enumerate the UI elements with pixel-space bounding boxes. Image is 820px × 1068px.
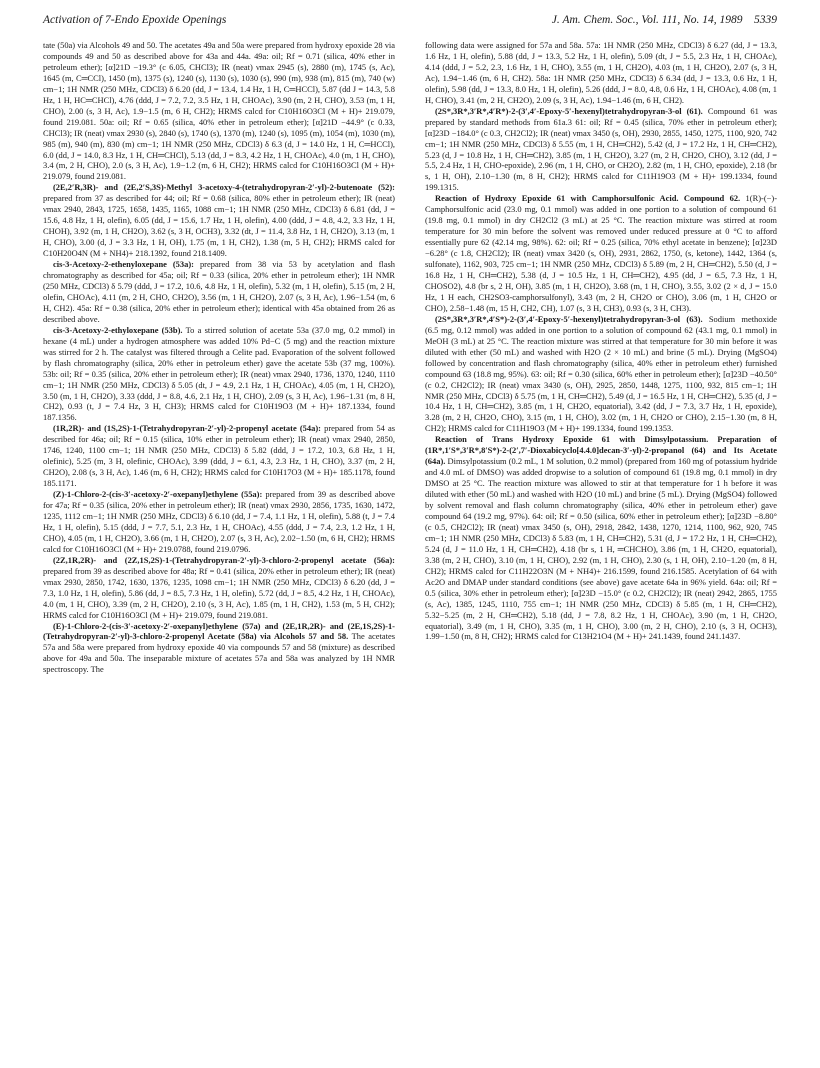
paragraph <box>425 193 777 313</box>
paragraph-heading: (Z)-1-Chloro-2-(cis-3′-acetoxy-2′-oxepanyl)ethylene (55a): <box>53 489 263 500</box>
paragraph-body: prepared from 39 as described above for 48a; Rf = 0.41 (silica, 20% ether in petroleum ether); IR (neat) νmax 2930, 2850, 1742, 1630, 1376, 1235, 1098 cm−1; 1H NMR (250 MHz, CDCl3) δ 6.20 (dd, J = 7.3, 1.0 Hz, 1 H, olefin), 5.86 (dd, J = 8.5, 7.3 Hz, 1 H, olefin), 5.72 (dd, J = 8.5, 4.2 Hz, 1 H, CHOAc), 4.0 (m, 1 H, CHO), 3.39 (m, 2 H, CH2O), 2.10 (s, 3 H, Ac), 1.85 (m, 1 H, CH2), 1.53 (m, 5 H, CH2); HRMS calcd for C10H16O3Cl (M + H)+ 219.079, found 219.081. <box>43 565 395 620</box>
paragraph-body: tate (50a) via Alcohols 49 and 50. The acetates 49a and 50a were prepared from hydroxy epoxide 28 via compounds 49 and 50 as described above for 43a and 44a. 49a: oil; Rf = 0.71 (silica, 40% ether in petroleum ether); [α]21D −19.3° (c 6.05, CHCl3); IR (neat) νmax 2945 (s), 2880 (m), 1745 (s, Ac), 1645 (m, C═CCl), 1450 (m), 1375 (s), 1240 (s), 1130 (s), 1030 (s), 990 (m), 938 (m), 815 (m), 740 (w) cm−1; 1H NMR (250 MHz, CDCl3) δ 6.20 (dd, J = 13.4, 1.4 Hz, 1 H, C═HCCl), 5.87 (dd J = 14.3, 5.8 Hz, 1 H, HC═CHCl), 4.76 (ddd, J = 7.2, 7.2, 3.5 Hz, 1 H, CHOAc), 3.90 (m, 2 H, CHO), 3.53 (m, 1 H, CHO), 2.00 (s, 3 H, Ac), 1.9−1.5 (m, 6 H, CH2); HRMS calcd for C10H16O3Cl (M + H)+ 219.079, found 219.081. 50a: oil; Rf = 0.65 (silica, 40% ether in petroleum ether); [α]21D −44.9° (c 0.33, CHCl3); IR (neat) νmax 2930 (s), 2840 (s), 1740 (s), 1370 (m), 1240 (s), 1095 (m), 1054 (m), 1030 (m), 985 (m), 940 (m), 830 (m) cm−1; 1H NMR (250 MHz, CDCl3) δ 6.3 (d, J = 14.0 Hz, 1 H, C═HCCl), 6.0 (dd, J = 14.0, 8.3 Hz, 1 H, CH═CHCl), 5.13 (dd, J = 8.3, 4.2 Hz, 1 H, CHOAc), 4.0 (m, 1 H, CHO), 3.4 (m, 2 H, CHO), 2.0 (s, 3 H, Ac), 1.9−1.2 (m, 6 H, CH2); HRMS calcd for C10H16O3Cl (M + H)+ 219.079, found 219.081. <box>43 40 395 182</box>
paragraph-heading: Reaction of Hydroxy Epoxide 61 with Camphorsulfonic Acid. Compound 62. <box>435 193 741 204</box>
paragraph-heading: cis-3-Acetoxy-2-ethenyloxepane (53a): <box>53 259 194 270</box>
article-title: Activation of 7-Endo Epoxide Openings <box>43 14 227 26</box>
journal-name: J. Am. Chem. Soc., Vol. 111, No. 14, 1989 <box>551 14 743 26</box>
paragraph <box>425 106 777 194</box>
paragraph <box>43 423 395 489</box>
left-column <box>43 40 395 1055</box>
paragraph <box>43 40 395 182</box>
paragraph <box>425 434 777 642</box>
journal-citation <box>552 14 777 26</box>
paragraph-body: 1(R)-(−)-Camphorsulfonic acid (23.0 mg, 0.1 mmol) was added in one portion to a solution of compound 61 (19.8 mg, 0.1 mmol) in dry CH2Cl2 (3 mL) at 25 °C. The reaction mixture was stirred at room temperature for 30 min before the solvent was removed under reduced pressure at 0 °C to afford essentially pure 62 (42.14 mg, 98%). 62: oil; Rf = 0.25 (silica, 70% ethyl acetate in benzene); [α]23D −6.28° (c 1.8, CH2Cl2); IR (neat) νmax 3420 (s, OH), 2931, 2862, 1750, (s, ketone), 1442, 1364 (s, sulfonate), 1162, 903, 725 cm−1; 1H NMR (250 MHz, CDCl3) δ 5.89 (m, 2 H, CH═CH2), 5.50 (d, J = 16.8 Hz, 1 H, CH═CH2), 5.38 (d, J = 10.5 Hz, 1 H, CH═CH2), 4.95 (dd, J = 6.5, 7.3 Hz, 1 H, CHOSO2), 4.8 (br s, 2 H, OH), 3.85 (m, 1 H, CH2O), 3.68 (m, 1 H, CHO), 3.55, 3.02 (2 × d, J = 15.0 Hz, 1 H each, CH2SO3-camphorsulfonyl), 3.43 (m, 2 H, CH2O or CHO), 3.06 (m, 1 H, CH2O or CHO), 2.58−1.48 (m, 15 H, CH2, CH), 1.07 (s, 3 H, CH3), 0.93 (s, 3 H, CH3). <box>425 193 777 313</box>
paragraph <box>425 40 777 106</box>
right-column <box>425 40 777 1055</box>
paragraph-body: prepared from 39 as described above for 47a; Rf = 0.35 (silica, 20% ether in petroleum ether); IR (neat) νmax 2930, 2856, 1735, 1630, 1472, 1235, 1112 cm−1; 1H NMR (250 MHz, CDCl3) δ 6.10 (dd, J = 7.4, 1.1 Hz, 1 H, olefin), 5.88 (t, J = 7.4 Hz, 1 H, olefin), 5.15 (ddd, J = 7.7, 5.1, 2.3 Hz, 1 H, CHOAc), 4.55 (ddd, J = 7.4, 2.3, 1.2 Hz, 1 H, CHO), 4.05 (m, 1 H, CH2O), 3.66 (m, 1 H, CH2O), 2.07 (s, 3 H, Ac), 2.02−1.50 (m, 6 H, CH2); HRMS calcd for C10H16O3Cl (M + H)+ 219.0788, found 219.0796. <box>43 489 395 554</box>
running-head <box>43 14 777 30</box>
paragraph-body: Sodium methoxide (6.5 mg, 0.12 mmol) was added in one portion to a solution of compound 62 (43.1 mg, 0.1 mmol) in MeOH (3 mL) at 25 °C. The reaction mixture was stirred at that temperature for 30 min before it was diluted with ether (50 mL) and washed with H2O (2 × 10 mL) and brine (5 mL). Drying (MgSO4) followed by concentration and flash chromatography (silica, 40% ether in petroleum ether) furnished compound 63 (18.8 mg, 95%). 63: oil; Rf = 0.30 (silica, 60% ether in petroleum ether); [α]23D −40.50° (c 0.2, CH2Cl2); IR (neat) νmax 3430 (s, OH), 2925, 2850, 1448, 1275, 1100, 932, 815 cm−1; 1H NMR (250 MHz, CDCl3) δ 5.75 (m, 1 H, CH═CH2), 5.49 (d, J = 16.5 Hz, 1 H, CH═CH2), 5.35 (d, J = 10.4 Hz, 1 H, CH═CH2), 3.85 (m, 1 H, CH2O, equatorial), 3.42 (dd, J = 7.3, 3.7 Hz, 1 H, epoxide), 3.28 (m, 2 H, CH2O, CHO), 3.15 (m, 1 H, CHO), 3.02 (m, 1 H, CH2O or CHO), 2.15−1.30 (m, 8 H, CH2); HRMS calcd for C11H19O3 (M + H)+ 199.1334, found 199.1353. <box>425 313 777 434</box>
paragraph-heading: (2S*,3R*,3′R*,4′S*)-2-(3′,4′-Epoxy-5′-hexenyl)tetrahydropyran-3-ol (63). <box>435 313 703 324</box>
paragraph-body: prepared from 37 as described for 44; oil; Rf = 0.68 (silica, 80% ether in petroleum ether); IR (neat) νmax 2940, 2843, 1725, 1658, 1435, 1165, 1088 cm−1; 1H NMR (250 MHz, CDCl3) δ 6.81 (dd, J = 15.6, 4.8 Hz, 1 H, olefin), 6.05 (dd, J = 15.6, 1.7 Hz, 1 H, olefin), 4.00 (ddd, J = 4.8, 4.2, 3.3 Hz, 1 H, CHOH), 3.92 (m, 1 H, CH2O), 3.62 (s, 3 H, OCH3), 3.32 (dt, J = 11.4, 3.8 Hz, 1 H, CH2O), 3.13 (m, 1 H, CHO), 3.00 (d, J = 3.3 Hz, 1 H, OH), 1.75 (m, 1 H, CH2), 1.38 (m, 5 H, CH2); HRMS calcd for C10H20O4N (M + NH4)+ 218.1392, found 218.1409. <box>43 193 395 259</box>
paragraph <box>43 621 395 676</box>
paragraph <box>43 555 395 621</box>
paragraph-body: prepared from 38 via 53 by acetylation and flash chromatography as described for 45a; oil; Rf = 0.33 (silica, 20% ether in petroleum ether); 1H NMR (250 MHz, CDCl3) δ 5.79 (ddd, J = 17.2, 10.6, 4.8 Hz, 1 H, olefin), 5.32 (m, 1 H, olefin), 5.15 (m, 2 H, olefin, CHOAc), 4.11 (m, 2 H, CHO, CH2O), 3.56 (m, 1 H, CH2O), 2.07 (s, 3 H, Ac), 1.96−1.54 (m, 6 H, CH2). 45a: Rf = 0.38 (silica, 20% ether in petroleum ether); identical with 45a obtained from 26 as described above. <box>43 259 395 324</box>
paragraph-heading: Reaction of Trans Hydroxy Epoxide 61 with Dimsylpotassium. Preparation of (1R*,1′S*,3′R*,8′S*)-2-(2′,7′-Dioxabicyclo[4.4.0]decan-3′-yl)-2-propanol (64) and Its Acetate (64a). <box>425 434 777 467</box>
paragraph-heading: (2Z,1R,2R)- and (2Z,1S,2S)-1-(Tetrahydropyran-2′-yl)-3-chloro-2-propenyl acetate (56a): <box>53 554 395 565</box>
paragraph <box>43 259 395 325</box>
paragraph <box>43 489 395 555</box>
paragraph-body: The acetates 57a and 58a were prepared from hydroxy epoxide 40 via compounds 57 and 58 (mixture) as described above for 49a and 50a. The inseparable mixture of acetates 57a and 58a was analyzed by 1H NMR spectroscopy. The <box>43 631 395 675</box>
paragraph <box>43 325 395 424</box>
paragraph <box>43 182 395 259</box>
paragraph-heading: (E)-1-Chloro-2-(cis-3′-acetoxy-2′-oxepanyl)ethylene (57a) and (2E,1R,2R)- and (2E,1S,2S)-1-(Tetrahydropyran-2′-yl)-3-chloro-2-propenyl Acetate (58a) via Alcohols 57 and 58. <box>43 620 395 642</box>
paragraph-heading: cis-3-Acetoxy-2-ethyloxepane (53b). <box>53 324 183 335</box>
paragraph <box>425 314 777 434</box>
page-number: 5339 <box>754 14 777 26</box>
paragraph-body: following data were assigned for 57a and 58a. 57a: 1H NMR (250 MHz, CDCl3) δ 6.27 (dd, J = 13.3, 1.6 Hz, 1 H, olefin), 5.88 (dd, J = 13.3, 5.2 Hz, 1 H, olefin), 5.09 (dt, J = 5.5, 2.3 Hz, 1 H, CHOAc), 4.14 (ddd, J = 5.2, 2.3, 1.6 Hz, 1 H, CHO), 3.55 (m, 1 H, CH2O), 4.03 (m, 1 H, CH2O), 2.07 (s, 3 H, Ac), 1.94−1.46 (m, 6 H, CH2). 58a: 1H NMR (250 MHz, CDCl3) δ 6.34 (dd, J = 13.3, 0.6 Hz, 1 H, olefin), 5.98 (dd, J = 13.3, 8.0 Hz, 1 H, olefin), 5.26 (ddd, J = 8.0, 4.8, 0.6 Hz, 1 H, CHOAc), 4.08 (m, 1 H, CHO), 3.41 (m, 2 H, CH2O), 2.09 (s, 3 H, Ac), 1.94−1.46 (m, 6 H, CH2). <box>425 40 777 105</box>
paragraph-body: To a stirred solution of acetate 53a (37.0 mg, 0.2 mmol) in hexane (4 mL) under a hydrogen atmosphere was added 10% Pd−C (5 mg) and the reaction mixture was stirred for 2 h. The catalyst was filtered through a Celite pad. Evaporation of the solvent followed by flash chromatography (silica, 20% ether in petroleum ether) gave the acetate 53b (37 mg, 100%). 53b: oil; Rf = 0.35 (silica, 20% ether in petroleum ether); IR (neat) νmax 2940, 1736, 1370, 1240, 1110 cm−1; 1H NMR (250 MHz, CDCl3) δ 5.05 (dt, J = 4.9, 2.1 Hz, 1 H, CHOAc), 4.05 (m, 1 H, CH2O), 3.50 (m, 1 H, CH2O), 3.33 (ddd, J = 8.8, 4.6, 2.1 Hz, 1 H, CHO), 2.09 (s, 3 H, Ac), 1.96−1.31 (m, 8 H, CH2), 0.93 (t, J = 7.4 Hz, 3 H, CH3); HRMS calcd for C10H19O3 (M + H)+ 187.1334, found 187.1356. <box>43 324 395 423</box>
paragraph-body: Compound 61 was prepared by standard methods from 61a.3 61: oil; Rf = 0.45 (silica, 70% ether in petroleum ether); [α]23D −184.0° (c 0.3, CH2Cl2); IR (neat) νmax 3450 (s, OH), 2930, 2855, 1450, 1275, 1100, 920, 742 cm−1; 1H NMR (250 MHz, CDCl3) δ 5.55 (m, 1 H, CH═CH2), 5.42 (d, J = 17.2 Hz, 1 H, CH═CH2), 5.23 (d, J = 10.8 Hz, 1 H, CH═CH2), 3.85 (m, 1 H, CH2O), 3.27 (m, 2 H, CH2O, CHO), 3.12 (dd, J = 5.5, 2.4 Hz, 1 H, CHO-epoxide), 2.96 (m, 1 H, CHO, or CH2O), 2.82 (m, 1 H, CHO, epoxide), 2.18 (br s, 1 H, OH), 2.10−1.30 (m, 8 H, CH2); HRMS calcd for C11H19O3 (M + H)+ 199.1334, found 199.1315. <box>425 105 777 193</box>
paragraph-body: Dimsylpotassium (0.2 mL, 1 M solution, 0.2 mmol) (prepared from 160 mg of potassium hydride and 4.0 mL of DMSO) was added dropwise to a solution of compound 61 (19.8 mg, 0.1 mmol) in dry DMSO at 25 °C. The reaction mixture was allowed to stir at that temperature for 1 h before it was diluted with ether (50 mL) and washed with H2O (10 mL) and brine (5 mL). Drying (MgSO4) followed by solvent removal and flash column chromatography (silica, 40% ether in petroleum ether) gave compound 64 (19.2 mg, 97%). 64: oil; Rf = 0.50 (silica, 60% ether in petroleum ether); [α]23D −8.80° (c 0.5, CH2Cl2); IR (neat) νmax 3450 (s, OH), 2918, 2842, 1438, 1270, 1214, 1100, 962, 920, 745 cm−1; 1H NMR (250 MHz, CDCl3) δ 5.83 (m, 1 H, CH═CH2), 5.31 (d, J = 17.2 Hz, 1 H, CH═CH2), 5.24 (d, J = 11.0 Hz, 1 H, CH═CH2), 4.18 (br s, 1 H, ═CHCHO), 3.86 (m, 1 H, CH2O, equatorial), 3.38 (m, 2 H, CHO), 3.10 (m, 1 H, CHO), 2.92 (m, 1 H, CHO), 2.30 (s, 1 H, OH), 2.10−1.20 (m, 8 H, CH2); HRMS calcd for C11H22O3N (M + NH4)+ 216.1599, found 216.1585. Acetylation of 64 with Ac2O and DMAP under standard conditions (see above) gave acetate 64a in 96% yield. 64a: oil; Rf = 0.5 (silica, 30% ether in petroleum ether); [α]23D −15.0° (c 0.2, CH2Cl2); IR (neat) 2942, 2865, 1755 (s, Ac), 1385, 1245, 1110, 755 cm−1; 1H NMR (250 MHz, CDCl3) δ 5.85 (m, 1 H, CH═CH2), 5.32−5.25 (m, 2 H, CH═CH2), 5.18 (dd, J = 7.8, 8.2 Hz, 1 H, CHOAc), 3.90 (m, 1 H, CH2O, equatorial), 3.49 (m, 1 H, CHO), 3.35 (m, 1 H, CHO), 3.00 (m, 2 H, CHO), 2.10 (s, 3 H, OCH3), 1.99−1.50 (m, 8 H, CH2); HRMS calcd for C13H21O4 (M + H)+ 241.1439, found 241.1437. <box>425 456 777 642</box>
paragraph-heading: (1R,2R)- and (1S,2S)-1-(Tetrahydropyran-2′-yl)-2-propenyl acetate (54a): <box>53 423 321 434</box>
paragraph-body: prepared from 54 as described for 46a; oil; Rf = 0.15 (silica, 10% ether in petroleum ether); IR (neat) νmax 2940, 2850, 1746, 1240, 1100 cm−1; 1H NMR (250 MHz, CDCl3) δ 5.82 (ddd, J = 17.2, 10.3, 6.8 Hz, 1 H, olefinic), 5.25 (m, 3 H, olefinic, CHOAc), 3.99 (ddd, J = 6.1, 4.3, 2.3 Hz, 1 H, CHO), 3.37 (m, 2 H, CH2O), 2.08 (s, 3 H, Ac), 1.46 (m, 6 H, CH2); HRMS calcd for C10H17O3 (M + H)+ 185.1178, found 185.1171. <box>43 423 395 489</box>
paragraph-heading: (2S*,3R*,3′R*,4′R*)-2-(3′,4′-Epoxy-5′-hexenyl)tetrahydropyran-3-ol (61). <box>435 105 703 116</box>
paragraph-heading: (2E,2′R,3R)- and (2E,2′S,3S)-Methyl 3-acetoxy-4-(tetrahydropyran-2′-yl)-2-butenoate (52): <box>53 182 395 193</box>
